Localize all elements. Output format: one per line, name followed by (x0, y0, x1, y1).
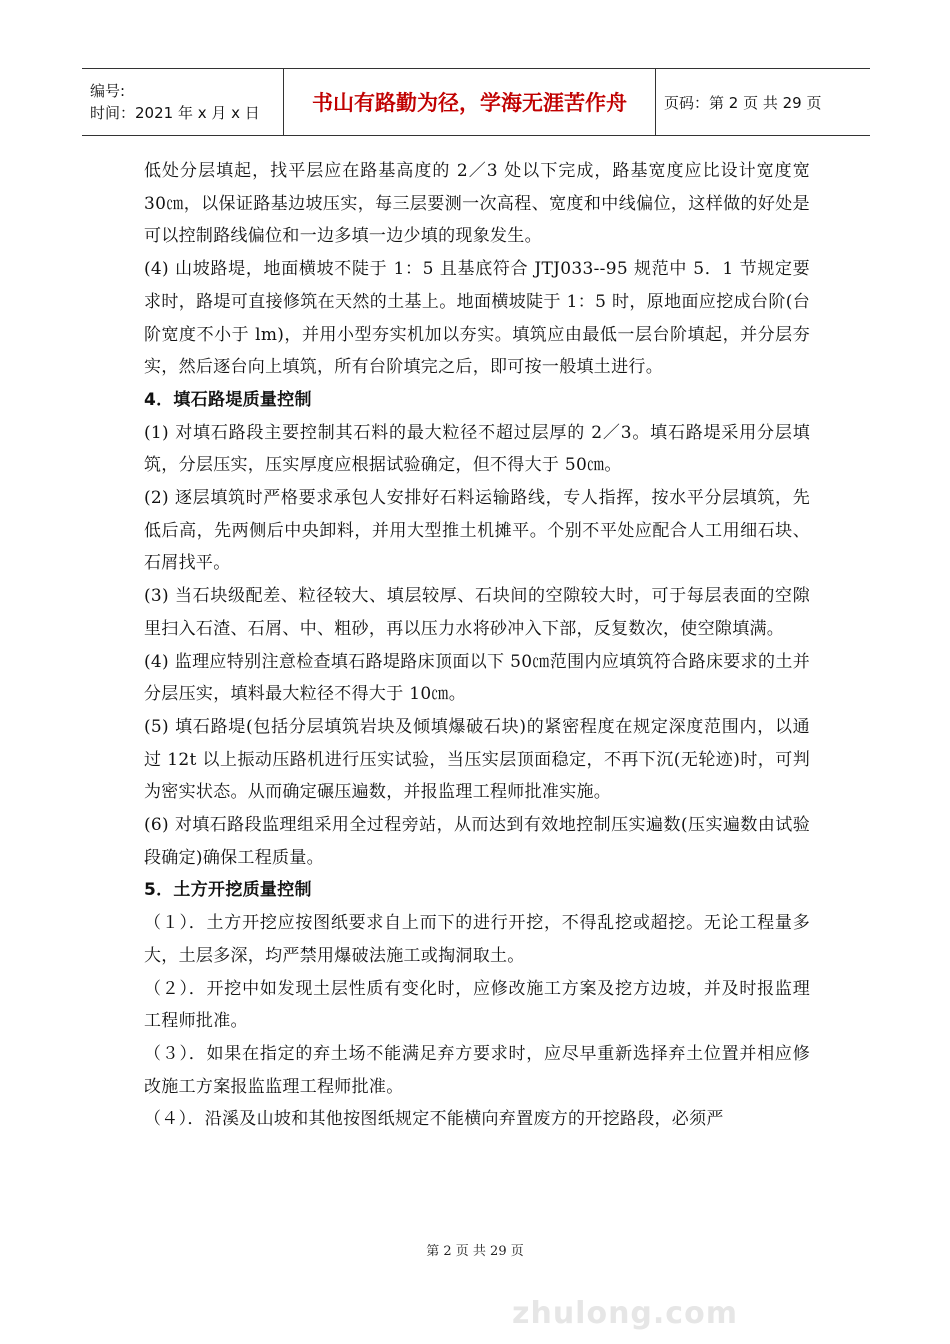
header-motto: 书山有路勤为径，学海无涯苦作舟 (284, 69, 656, 135)
paragraph: (5) 填石路堤(包括分层填筑岩块及倾填爆破石块)的紧密程度在规定深度范围内，以通过 12t 以上振动压路机进行压实试验，当压实层顶面稳定，不再下沉(无轮迹)时，可判为密实状态。从而确定碾压遍数，并报监理工程师批准实施。 (144, 716, 810, 803)
section-heading: 4．填石路堤质量控制 (144, 389, 312, 410)
header-page-info: 页码：第 2 页 共 29 页 (664, 93, 822, 112)
paragraph: (6) 对填石路段监理组采用全过程旁站，从而达到有效地控制压实遍数(压实遍数由试验段确定)确保工程质量。 (144, 815, 810, 868)
paragraph: （３）．如果在指定的弃土场不能满足弃方要求时，应尽早重新选择弃土位置并相应修改施工方案报监监理工程师批准。 (144, 1043, 810, 1097)
paragraph: （２）．开挖中如发现土层性质有变化时，应修改施工方案及挖方边坡，并及时报监理工程师批准。 (144, 978, 810, 1032)
paragraph: (1) 对填石路段主要控制其石料的最大粒径不超过层厚的 2／3。填石路堤采用分层填筑，分层压实，压实厚度应根据试验确定，但不得大于 50㎝。 (144, 422, 810, 476)
paragraph: (4) 山坡路堤，地面横坡不陡于 1：5 且基底符合 JTJ033--95 规范中 5．1 节规定要求时，路堤可直接修筑在天然的土基上。地面横坡陡于 1：5 时，原地面应挖成台阶(台阶宽度不小于 lm)，并用小型夯实机加以夯实。填筑应由最低一层台阶填起，并分层夯实，然后逐台向上填筑，所有台阶填完之后，即可按一般填土进行。 (144, 259, 810, 378)
paragraph: (4) 监理应特别注意检查填石路堤路床顶面以下 50㎝范围内应填筑符合路床要求的土并分层压实，填料最大粒径不得大于 10㎝。 (144, 651, 810, 705)
page-footer: 第 2 页 共 29 页 (426, 1244, 524, 1259)
document-number-label: 编号: (90, 82, 126, 100)
paragraph: （１）．土方开挖应按图纸要求自上而下的进行开挖，不得乱挖或超挖。无论工程量多大，土层多深，均严禁用爆破法施工或掏洞取土。 (144, 913, 810, 966)
page-header (82, 68, 870, 136)
document-date: 时间：2021 年 x 月 x 日 (90, 104, 260, 122)
header-meta (82, 69, 284, 135)
document-body (144, 155, 810, 1136)
paragraph: （４）．沿溪及山坡和其他按图纸规定不能横向弃置废方的开挖路段，必须严 (144, 1109, 724, 1130)
section-heading: 5．土方开挖质量控制 (144, 880, 312, 901)
paragraph: 低处分层填起，找平层应在路基高度的 2／3 处以下完成，路基宽度应比设计宽度宽 30㎝，以保证路基边坡压实，每三层要测一次高程、宽度和中线偏位，这样做的好处是可以控制路线偏位和一边多填一边少填的现象发生。 (144, 161, 810, 247)
watermark: zhulong.com (512, 1296, 738, 1331)
paragraph: (2) 逐层填筑时严格要求承包人安排好石料运输路线，专人指挥，按水平分层填筑，先低后高，先两侧后中央卸料，并用大型推土机摊平。个别不平处应配合人工用细石块、石屑找平。 (144, 488, 810, 574)
paragraph: (3) 当石块级配差、粒径较大、填层较厚、石块间的空隙较大时，可于每层表面的空隙里扫入石渣、石屑、中、粗砂，再以压力水将砂冲入下部，反复数次，使空隙填满。 (144, 586, 810, 639)
